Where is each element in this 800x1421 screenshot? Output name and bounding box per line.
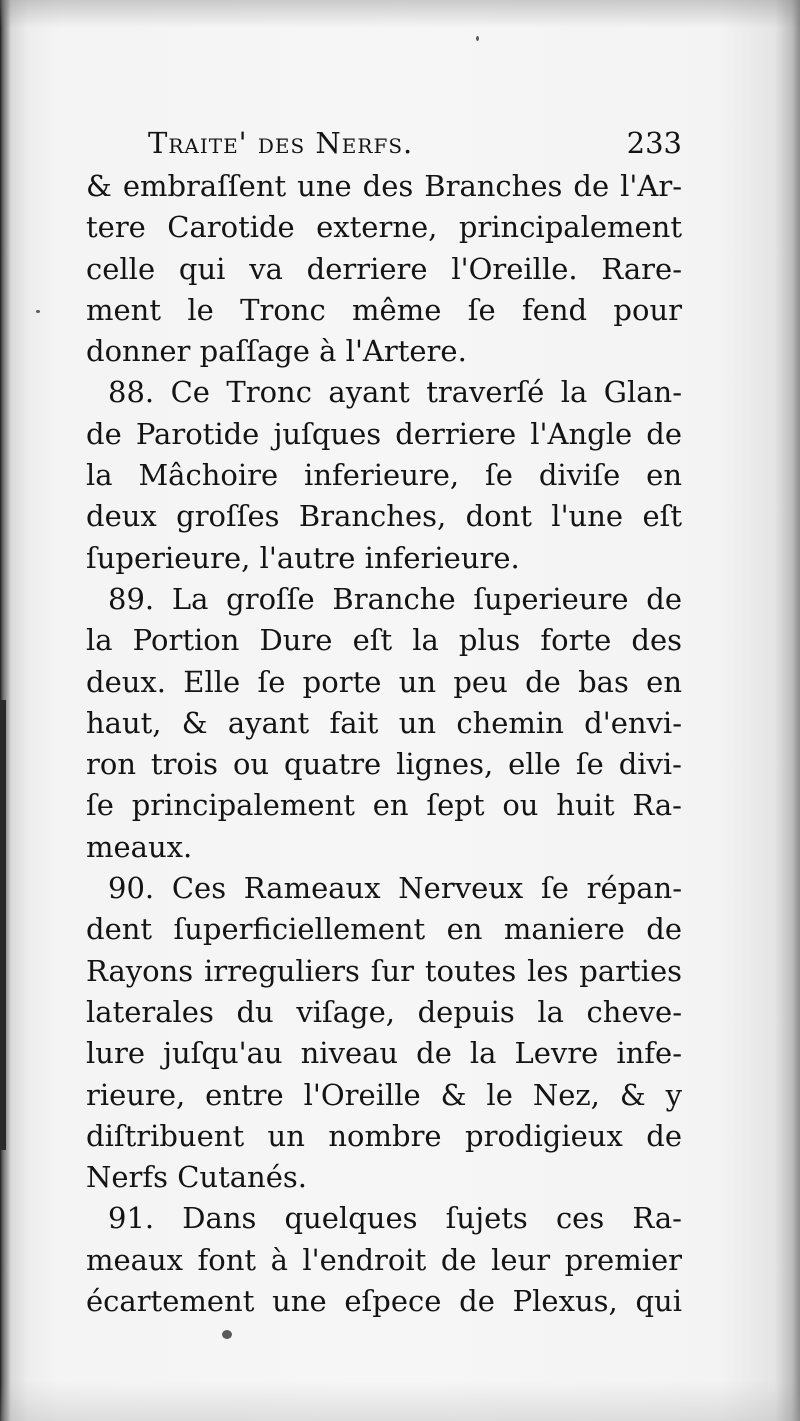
text-line: écartement une eſpece de Plexus, qui — [86, 1284, 682, 1319]
text-line: dent ſuperficiellement en maniere de — [86, 912, 682, 947]
running-title: Traite' des Nerfs. — [148, 126, 414, 160]
text-line: Nerfs Cutanés. — [86, 1160, 307, 1195]
ink-speck — [222, 1330, 232, 1339]
text-line: donner paſſage à l'Artere. — [86, 334, 467, 369]
text-line: lure juſqu'au niveau de la Levre infe- — [86, 1036, 682, 1071]
text-line: laterales du viſage, depuis la cheve- — [86, 994, 682, 1029]
paragraph-91-line: 91. Dans quelques ſujets ces Ra- — [108, 1201, 682, 1236]
text-line: deux groſſes Branches, dont l'une eſt — [86, 499, 682, 534]
text-line: celle qui va derriere l'Oreille. Rare- — [86, 251, 682, 286]
paragraph-90-line: 90. Ces Rameaux Nerveux ſe répan- — [108, 871, 682, 906]
text-line: haut, & ayant fait un chemin d'envi- — [86, 705, 682, 740]
ink-speck — [476, 36, 479, 41]
page-bottom-shadow — [0, 1381, 800, 1421]
text-line: tere Carotide externe, principalement — [86, 210, 682, 245]
paragraph-88-line: 88. Ce Tronc ayant traverſé la Glan- — [108, 375, 682, 410]
text-line: ſe principalement en ſept ou huit Ra- — [86, 788, 682, 823]
text-line: & embraſſent une des Branches de l'Ar- — [86, 169, 682, 203]
text-line: ment le Tronc même ſe fend pour — [86, 292, 682, 327]
text-line: Rayons irreguliers ſur toutes les parties — [86, 953, 682, 988]
text-line: rieure, entre l'Oreille & le Nez, & y — [86, 1077, 682, 1112]
text-line: la Mâchoire inferieure, ſe diviſe en — [86, 458, 682, 493]
paragraph-89-line: 89. La groſſe Branche ſuperieure de — [108, 581, 682, 616]
text-line: meaux font à l'endroit de leur premier — [86, 1242, 682, 1277]
page-number: 233 — [626, 126, 682, 160]
page-text-block — [86, 120, 682, 1322]
text-line: ſuperieure, l'autre inferieure. — [86, 540, 520, 575]
running-header — [86, 120, 682, 166]
text-line: la Portion Dure eſt la plus forte des — [86, 623, 682, 658]
page-top-shadow — [0, 0, 800, 28]
text-line: diſtribuent un nombre prodigieux de — [86, 1118, 682, 1153]
text-line: meaux. — [86, 829, 193, 864]
text-line: de Parotide juſques derriere l'Angle de — [86, 416, 682, 451]
text-line: deux. Elle ſe porte un peu de bas en — [86, 664, 682, 699]
ink-speck — [36, 310, 40, 313]
binding-edge-shadow — [0, 700, 6, 1150]
text-line: ron trois ou quatre lignes, elle ſe divi- — [86, 747, 682, 782]
